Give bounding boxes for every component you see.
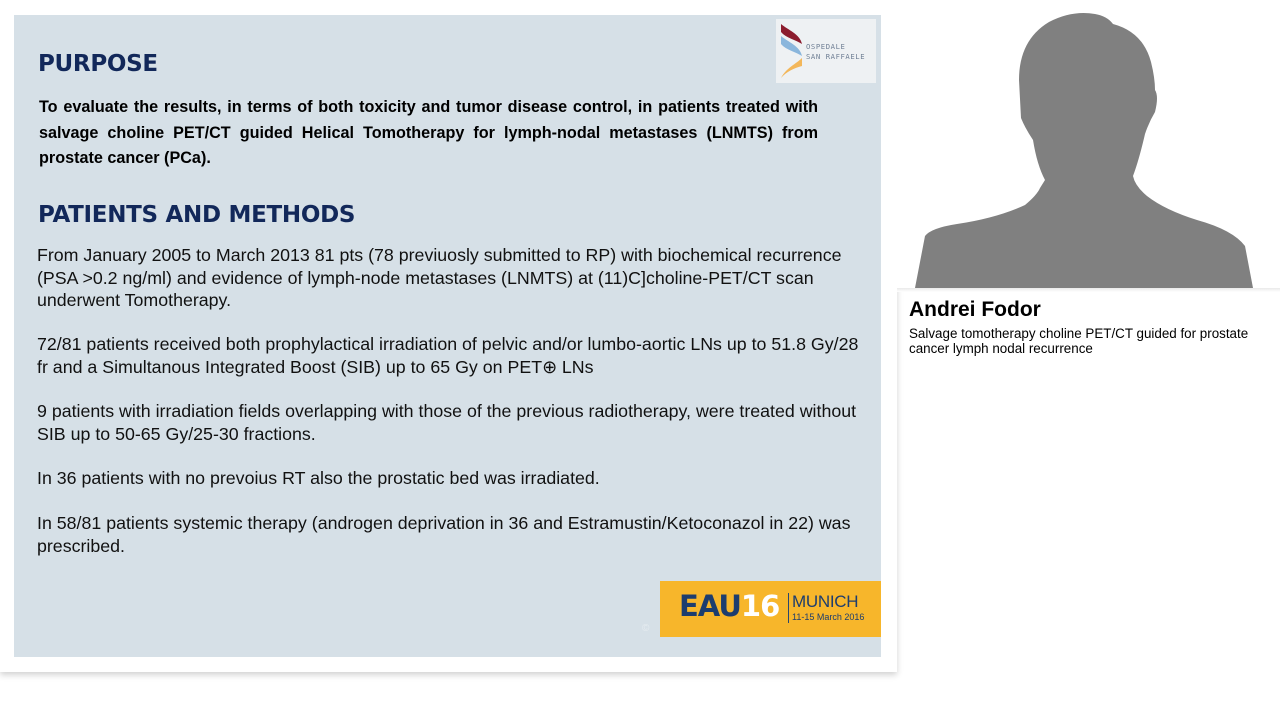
logo-line-2: SAN RAFFAELE (806, 52, 866, 61)
hospital-logo-text (806, 42, 865, 62)
purpose-text: To evaluate the results, in terms of both toxicity and tumor disease control, in patients treated with salvage choline PET/CT guided Helical Tomotherapy for lymph-nodal metastases (LNMTS) from prostate cancer (PCa). (39, 98, 818, 167)
methods-paragraph: In 36 patients with no prevoius RT also the prostatic bed was irradiated. (37, 468, 600, 488)
speaker-divider (897, 288, 1280, 292)
presentation-slide (14, 15, 881, 657)
methods-paragraph: From January 2005 to March 2013 81 pts (78 previuosly submitted to RP) with biochemical recurrence (PSA >0.2 ng/ml) and evidence of lymph-node metastases (LNMTS) at (11)C]choline-PET/CT scan underwent Tomotherapy. (37, 245, 842, 311)
eau16-conference-badge (660, 581, 881, 637)
san-raffaele-ribbon-icon (778, 22, 806, 80)
conference-city: MUNICH (792, 592, 859, 611)
hospital-logo (776, 19, 876, 83)
speaker-name: Andrei Fodor (909, 298, 1041, 321)
purpose-heading: PURPOSE (38, 51, 158, 77)
speaker-photo (897, 0, 1280, 288)
eau-logo-text (679, 589, 779, 623)
eau-year: 16 (740, 589, 780, 623)
talk-title: Salvage tomotherapy choline PET/CT guided for prostate cancer lymph nodal recurrence (909, 326, 1249, 356)
badge-divider (788, 593, 789, 623)
methods-paragraph: 9 patients with irradiation fields overlapping with those of the previous radiotherapy, were treated without SIB up to 50-65 Gy/25-30 fractions. (37, 401, 857, 444)
methods-paragraph: In 58/81 patients systemic therapy (androgen deprivation in 36 and Estramustin/Ketoconazol in 22) was prescribed. (37, 513, 851, 556)
methods-paragraph: 72/81 patients received both prophylactical irradiation of pelvic and/or lumbo-aortic LNs up to 51.8 Gy/28 fr and a Simultanous Integrated Boost (SIB) up to 65 Gy on PET⊕ LNs (37, 334, 859, 377)
logo-line-1: OSPEDALE (806, 42, 846, 51)
eau-word: EAU (679, 589, 741, 623)
person-silhouette-icon (897, 0, 1280, 288)
methods-heading: PATIENTS AND METHODS (38, 202, 356, 228)
conference-dates: 11-15 March 2016 (792, 612, 865, 622)
copyright-watermark: © (642, 623, 650, 634)
